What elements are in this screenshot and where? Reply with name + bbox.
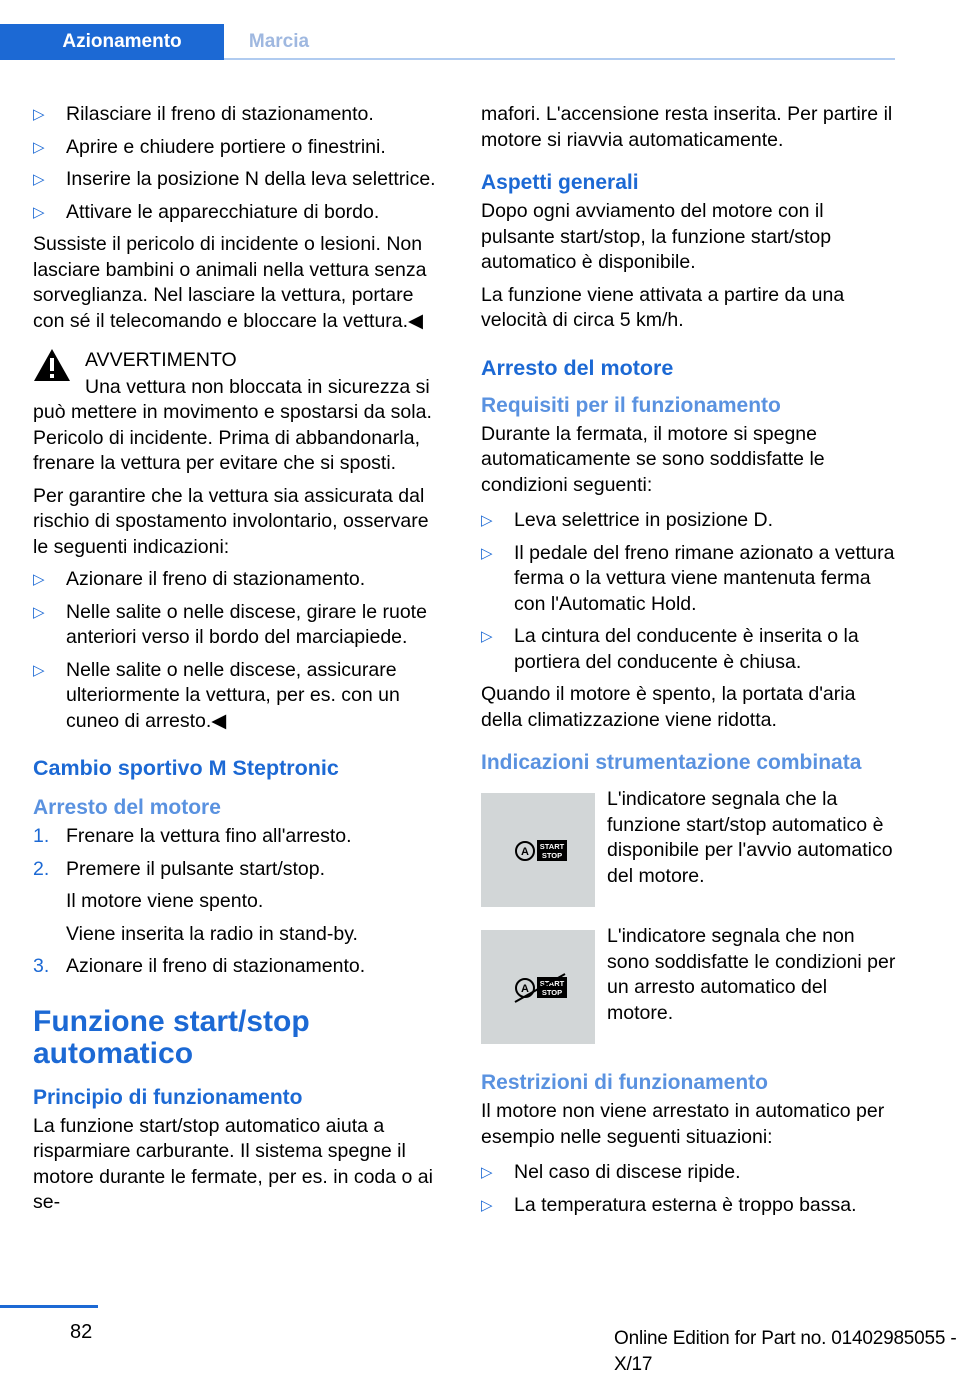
paragraph-aspetti-1: Dopo ogni avviamento del motore con il pulsante start/stop, la funzione start/stop automatico è disponibile. xyxy=(481,200,832,273)
heading-arresto-motore: Arresto del motore xyxy=(33,796,221,819)
triangle-bullet-icon: ▷ xyxy=(481,628,493,645)
heading-aspetti-generali: Aspetti generali xyxy=(481,171,639,194)
indicator-unavailable-text: L'indicatore segnala che non sono soddisfatte le condizioni per un arresto automatico del motore. xyxy=(607,925,896,1024)
list-item: ▷ La cintura del conducente è inserita o la portiera del conducente è chiusa. xyxy=(481,625,859,673)
triangle-bullet-icon: ▷ xyxy=(33,171,45,188)
triangle-bullet-icon: ▷ xyxy=(33,661,45,679)
warning-text: Una vettura non bloccata in sicurezza si può mettere in movimento e spostarsi da sola. Pericolo di incidente. Prima di abbandonarla, frenare la vettura per evitare che si sposti. xyxy=(33,375,432,474)
paragraph-principio: La funzione start/stop automatico aiuta a risparmiare carburante. Il sistema spegne il motore durante le fermate, per es. in coda o ai se- xyxy=(33,1114,433,1213)
svg-text:A: A xyxy=(521,983,529,995)
heading-indicazioni: Indicazioni strumentazione combinata xyxy=(481,751,862,774)
triangle-bullet-icon: ▷ xyxy=(33,603,45,621)
list-item: ▷ Il pedale del freno rimane azionato a vettura ferma o la vettura viene mantenuta ferma con l'Automatic Hold. xyxy=(481,541,895,615)
paragraph-indicazioni: Per garantire che la vettura sia assicurata dal rischio di spostamento involontario, osservare le seguenti indicazioni: xyxy=(33,484,429,558)
triangle-bullet-icon: ▷ xyxy=(481,1164,493,1181)
list-item: ▷ Aprire e chiudere portiere o finestrini. xyxy=(33,135,448,161)
list-item: ▷ Nelle salite o nelle discese, assicurare ulteriormente la vettura, per es. con un cuneo di arresto.◀ xyxy=(33,658,400,732)
footer-rule xyxy=(0,1305,98,1308)
list-item: ▷ La temperatura esterna è troppo bassa. xyxy=(481,1193,896,1219)
svg-text:STOP: STOP xyxy=(541,988,563,997)
warning-block xyxy=(33,348,448,374)
page-number: 82 xyxy=(70,1321,93,1343)
heading-principio: Principio di funzionamento xyxy=(33,1085,303,1109)
start-stop-unavailable-icon xyxy=(481,930,595,1044)
paragraph-climatizzazione: Quando il motore è spento, la portata d'aria della climatizzazione viene ridotta. xyxy=(481,683,856,731)
start-stop-indicator-image xyxy=(481,930,595,1044)
triangle-bullet-icon: ▷ xyxy=(481,1196,493,1214)
paragraph-danger: Sussiste il pericolo di incidente o lesioni. Non lasciare bambini o animali nella vettura senza sorveglianza. Nel lasciare la vettura, portare con sé il telecomando e bloccare la vettura.◀ xyxy=(33,233,427,332)
list-item: 2. Premere il pulsante start/stop. Il motore viene spento. Viene inserita la radio in stand-by. xyxy=(33,857,358,945)
tab-marcia[interactable]: Marcia xyxy=(248,31,310,53)
list-item: ▷ Inserire la posizione N della leva selettrice. xyxy=(33,167,448,193)
list-item: ▷ Rilasciare il freno di stazionamento. xyxy=(33,102,448,128)
paragraph-restrizioni: Il motore non viene arrestato in automatico per esempio nelle seguenti situazioni: xyxy=(481,1100,885,1148)
edition-note: Online Edition for Part no. 01402985055 - X/17 xyxy=(614,1328,957,1375)
start-stop-available-icon xyxy=(481,793,595,907)
header-rule xyxy=(0,58,895,60)
triangle-bullet-icon: ▷ xyxy=(33,203,45,221)
heading-arresto-motore-right: Arresto del motore xyxy=(481,355,674,380)
triangle-bullet-icon: ▷ xyxy=(481,512,493,529)
paragraph-requisiti: Durante la fermata, il motore si spegne automaticamente se sono soddisfatte le condizioni seguenti: xyxy=(481,422,825,496)
right-column xyxy=(481,102,896,1225)
svg-text:START: START xyxy=(539,842,565,851)
paragraph-continued: mafori. L'accensione resta inserita. Per partire il motore si riavvia automaticamente. xyxy=(481,103,893,151)
heading-restrizioni: Restrizioni di funzionamento xyxy=(481,1071,768,1094)
left-column xyxy=(33,102,448,1223)
indicator-unavailable xyxy=(481,924,896,1041)
start-stop-indicator-image xyxy=(481,793,595,907)
tab-azionamento[interactable]: Azionamento xyxy=(0,24,224,60)
bullet-list-2 xyxy=(33,567,448,734)
bullet-list-requisiti xyxy=(481,508,896,675)
svg-text:START: START xyxy=(539,979,565,988)
list-item: ▷ Azionare il freno di stazionamento. xyxy=(33,567,448,593)
list-item: ▷ Attivare le apparecchiature di bordo. xyxy=(33,200,448,226)
bullet-list-restrizioni xyxy=(481,1160,896,1218)
numbered-steps xyxy=(33,824,448,980)
heading-cambio: Cambio sportivo M Steptronic xyxy=(33,756,339,780)
list-item: ▷ Nelle salite o nelle discese, girare le ruote anteriori verso il bordo del marciapiede. xyxy=(33,600,427,648)
heading-funzione-start-stop: Funzione start/stop automatico xyxy=(33,1004,310,1070)
list-item: ▷ Leva selettrice in posizione D. xyxy=(481,508,896,534)
list-item: ▷ Nel caso di discese ripide. xyxy=(481,1160,896,1186)
warning-icon xyxy=(33,348,71,390)
triangle-bullet-icon: ▷ xyxy=(33,571,45,588)
paragraph-aspetti-2: La funzione viene attivata a partire da una velocità di circa 5 km/h. xyxy=(481,283,845,331)
list-item: 3. Azionare il freno di stazionamento. xyxy=(33,955,366,977)
triangle-bullet-icon: ▷ xyxy=(33,106,45,123)
list-item: 1. Frenare la vettura fino all'arresto. xyxy=(33,825,352,847)
triangle-bullet-icon: ▷ xyxy=(33,138,45,156)
warning-title: AVVERTIMENTO xyxy=(85,349,237,371)
bullet-list-1 xyxy=(33,102,448,225)
triangle-bullet-icon: ▷ xyxy=(481,544,493,562)
svg-text:STOP: STOP xyxy=(541,851,563,860)
heading-requisiti: Requisiti per il funzionamento xyxy=(481,393,781,417)
indicator-available xyxy=(481,787,896,904)
indicator-available-text: L'indicatore segnala che la funzione start/stop automatico è disponibile per l'avvio automatico del motore. xyxy=(607,788,893,887)
header-tabs xyxy=(0,24,895,60)
svg-text:A: A xyxy=(521,846,529,858)
